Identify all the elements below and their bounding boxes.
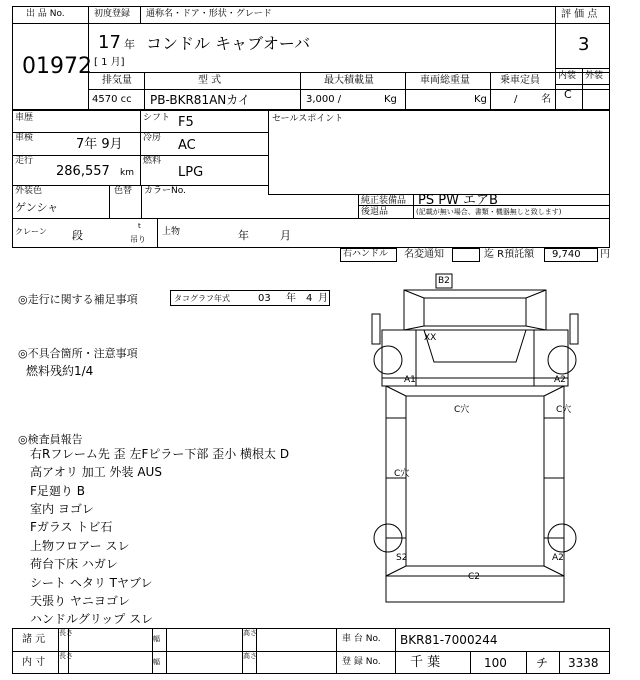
damage-mark: A2 <box>552 553 564 563</box>
body-label: 上物 <box>162 227 181 237</box>
sales-point-label: セールスポイント <box>272 114 344 124</box>
inspection-value: 7年 9月 <box>76 137 123 152</box>
tachograph-label: タコグラフ年式 <box>174 294 230 303</box>
aircon-label: 冷房 <box>143 133 162 143</box>
height-label-interior: 高さ <box>243 652 257 660</box>
inspection-label: 車検 <box>15 133 34 143</box>
body-month: 月 <box>280 229 291 242</box>
registration-year: 17 <box>98 32 121 53</box>
fuel-label: 燃料 <box>143 156 162 166</box>
inspector-item: シート ヘタリ Tヤブレ <box>30 576 153 590</box>
registration-kana: チ <box>536 656 549 670</box>
mileage-value: 286,557 <box>56 164 110 179</box>
model-code-label: 型 式 <box>198 75 222 86</box>
grade-label: 評 価 点 <box>561 9 598 20</box>
name-change-label: 名変通知 <box>404 249 444 260</box>
standard-equipment-label: 純正装備品 <box>361 196 407 206</box>
length-label: 長さ <box>59 629 73 637</box>
truck-damage-diagram <box>342 268 608 620</box>
crane-ton-mark: t <box>138 222 141 230</box>
registration-class: 100 <box>484 656 507 670</box>
damage-mark: S2 <box>396 553 408 563</box>
width-label: 幅 <box>153 635 160 643</box>
inspector-item: 右Rフレーム先 歪 左Fピラー下部 歪小 横根太 D <box>30 447 290 461</box>
damage-mark: C穴 <box>394 469 410 479</box>
damage-mark: B2 <box>438 276 450 286</box>
crane-stage: 段 <box>72 229 83 242</box>
color-code-label: カラーNo. <box>144 186 186 196</box>
displacement-label: 排気量 <box>102 75 132 86</box>
standard-equipment: PS PW エアB <box>418 193 498 208</box>
interior-grade-label: 内装 <box>558 71 577 81</box>
registration-no-label: 登 録 No. <box>342 657 381 667</box>
exterior-color-label: 外装色 <box>15 186 43 196</box>
deposit-amount: 9,740 <box>552 249 581 260</box>
inspector-item: 天張り ヤニヨゴレ <box>30 594 130 608</box>
displacement-value: 4570 cc <box>92 94 132 105</box>
inspector-item: ハンドルグリップ スレ <box>30 612 154 626</box>
shift-label: シフト <box>143 113 171 123</box>
capacity-unit: 名 <box>541 94 551 105</box>
aircon-value: AC <box>178 138 196 153</box>
registration-number: 3338 <box>568 656 599 670</box>
details-frame <box>12 110 610 248</box>
defect-label: ◎不具合箇所・注意事項 <box>18 347 138 360</box>
model-name: コンドル キャブオーバ <box>146 34 311 53</box>
gross-weight-label: 車両総重量 <box>420 75 470 86</box>
first-registration-label: 初度登録 <box>94 9 131 19</box>
gross-weight-unit: Kg <box>474 94 487 105</box>
tachograph-month: 4 <box>306 293 313 304</box>
tachograph-year-unit: 年 <box>286 293 296 304</box>
tachograph-month-unit: 月 <box>318 293 328 304</box>
mileage-unit: km <box>120 168 134 178</box>
lot-number: 01972 <box>22 54 92 79</box>
registration-area: 千 葉 <box>410 655 441 670</box>
fuel-value: LPG <box>178 165 204 180</box>
tachograph-year: 03 <box>258 293 271 304</box>
max-load-unit: Kg <box>384 94 397 105</box>
damage-mark: XX <box>424 333 437 343</box>
defect-item: 燃料残約1/4 <box>26 364 94 378</box>
spec-dimension-label: 諸 元 <box>22 634 46 645</box>
capacity-label: 乗車定員 <box>500 75 540 86</box>
exterior-color-value: ゲンシャ <box>15 201 59 214</box>
inspector-item: 上物フロアー スレ <box>30 539 130 553</box>
interior-grade: C <box>564 88 572 101</box>
exterior-grade-label: 外装 <box>585 71 604 81</box>
capacity-value: / <box>514 94 518 105</box>
year-unit: 年 <box>124 38 135 51</box>
chassis-no: BKR81-7000244 <box>400 633 498 647</box>
registration-month: [ 1 月] <box>94 57 125 68</box>
model-name-label: 通称名・ドア・形状・グレード <box>146 9 272 19</box>
chassis-no-label: 車 台 No. <box>342 634 381 644</box>
damage-mark: C2 <box>468 572 481 582</box>
history-label: 車歴 <box>15 113 34 123</box>
interior-dimension-label: 内 寸 <box>22 657 46 668</box>
damage-mark: C穴 <box>556 405 572 415</box>
truck-outline <box>342 268 608 620</box>
inspector-report-label: ◎検査員報告 <box>18 433 83 446</box>
color-change-label: 色替 <box>114 186 133 196</box>
recycle-deposit-label: 迄 R預託額 <box>484 249 535 260</box>
max-load-value: 3,000 / <box>306 94 342 105</box>
name-change-box <box>452 248 480 262</box>
inspector-item: Fガラス トビ石 <box>30 520 113 534</box>
deposit-unit: 円 <box>600 249 610 260</box>
crane-ton: 吊り <box>130 235 146 244</box>
damage-mark: A2 <box>554 375 566 385</box>
right-hand-drive: 右ハンドル <box>343 249 389 259</box>
lot-label: 出 品 No. <box>26 9 65 19</box>
height-label: 高さ <box>243 629 257 637</box>
damage-mark: A1 <box>404 375 416 385</box>
retrofit-note: (記載が無い場合、書類・機器無しと致します) <box>416 208 562 216</box>
length-label-interior: 長さ <box>59 652 73 660</box>
auction-sheet <box>12 6 610 674</box>
mileage-label: 走行 <box>15 156 34 166</box>
inspector-item: F足廻り B <box>30 484 85 498</box>
retrofit-label: 後退品 <box>361 207 389 217</box>
crane-label: クレーン <box>15 227 47 236</box>
inspector-item: 室内 ヨゴレ <box>30 502 94 516</box>
overall-grade: 3 <box>578 34 590 55</box>
shift-value: F5 <box>178 115 194 130</box>
running-remarks-label: ◎走行に関する補足事項 <box>18 293 138 306</box>
inspector-item: 荷台下床 ハガレ <box>30 557 118 571</box>
max-load-label: 最大積載量 <box>324 75 374 86</box>
body-year: 年 <box>238 229 249 242</box>
width-label-interior: 幅 <box>153 658 160 666</box>
model-code: PB-BKR81ANカイ <box>150 93 250 107</box>
damage-mark: C穴 <box>454 405 470 415</box>
inspector-item: 高アオリ 加工 外装 AUS <box>30 465 162 479</box>
